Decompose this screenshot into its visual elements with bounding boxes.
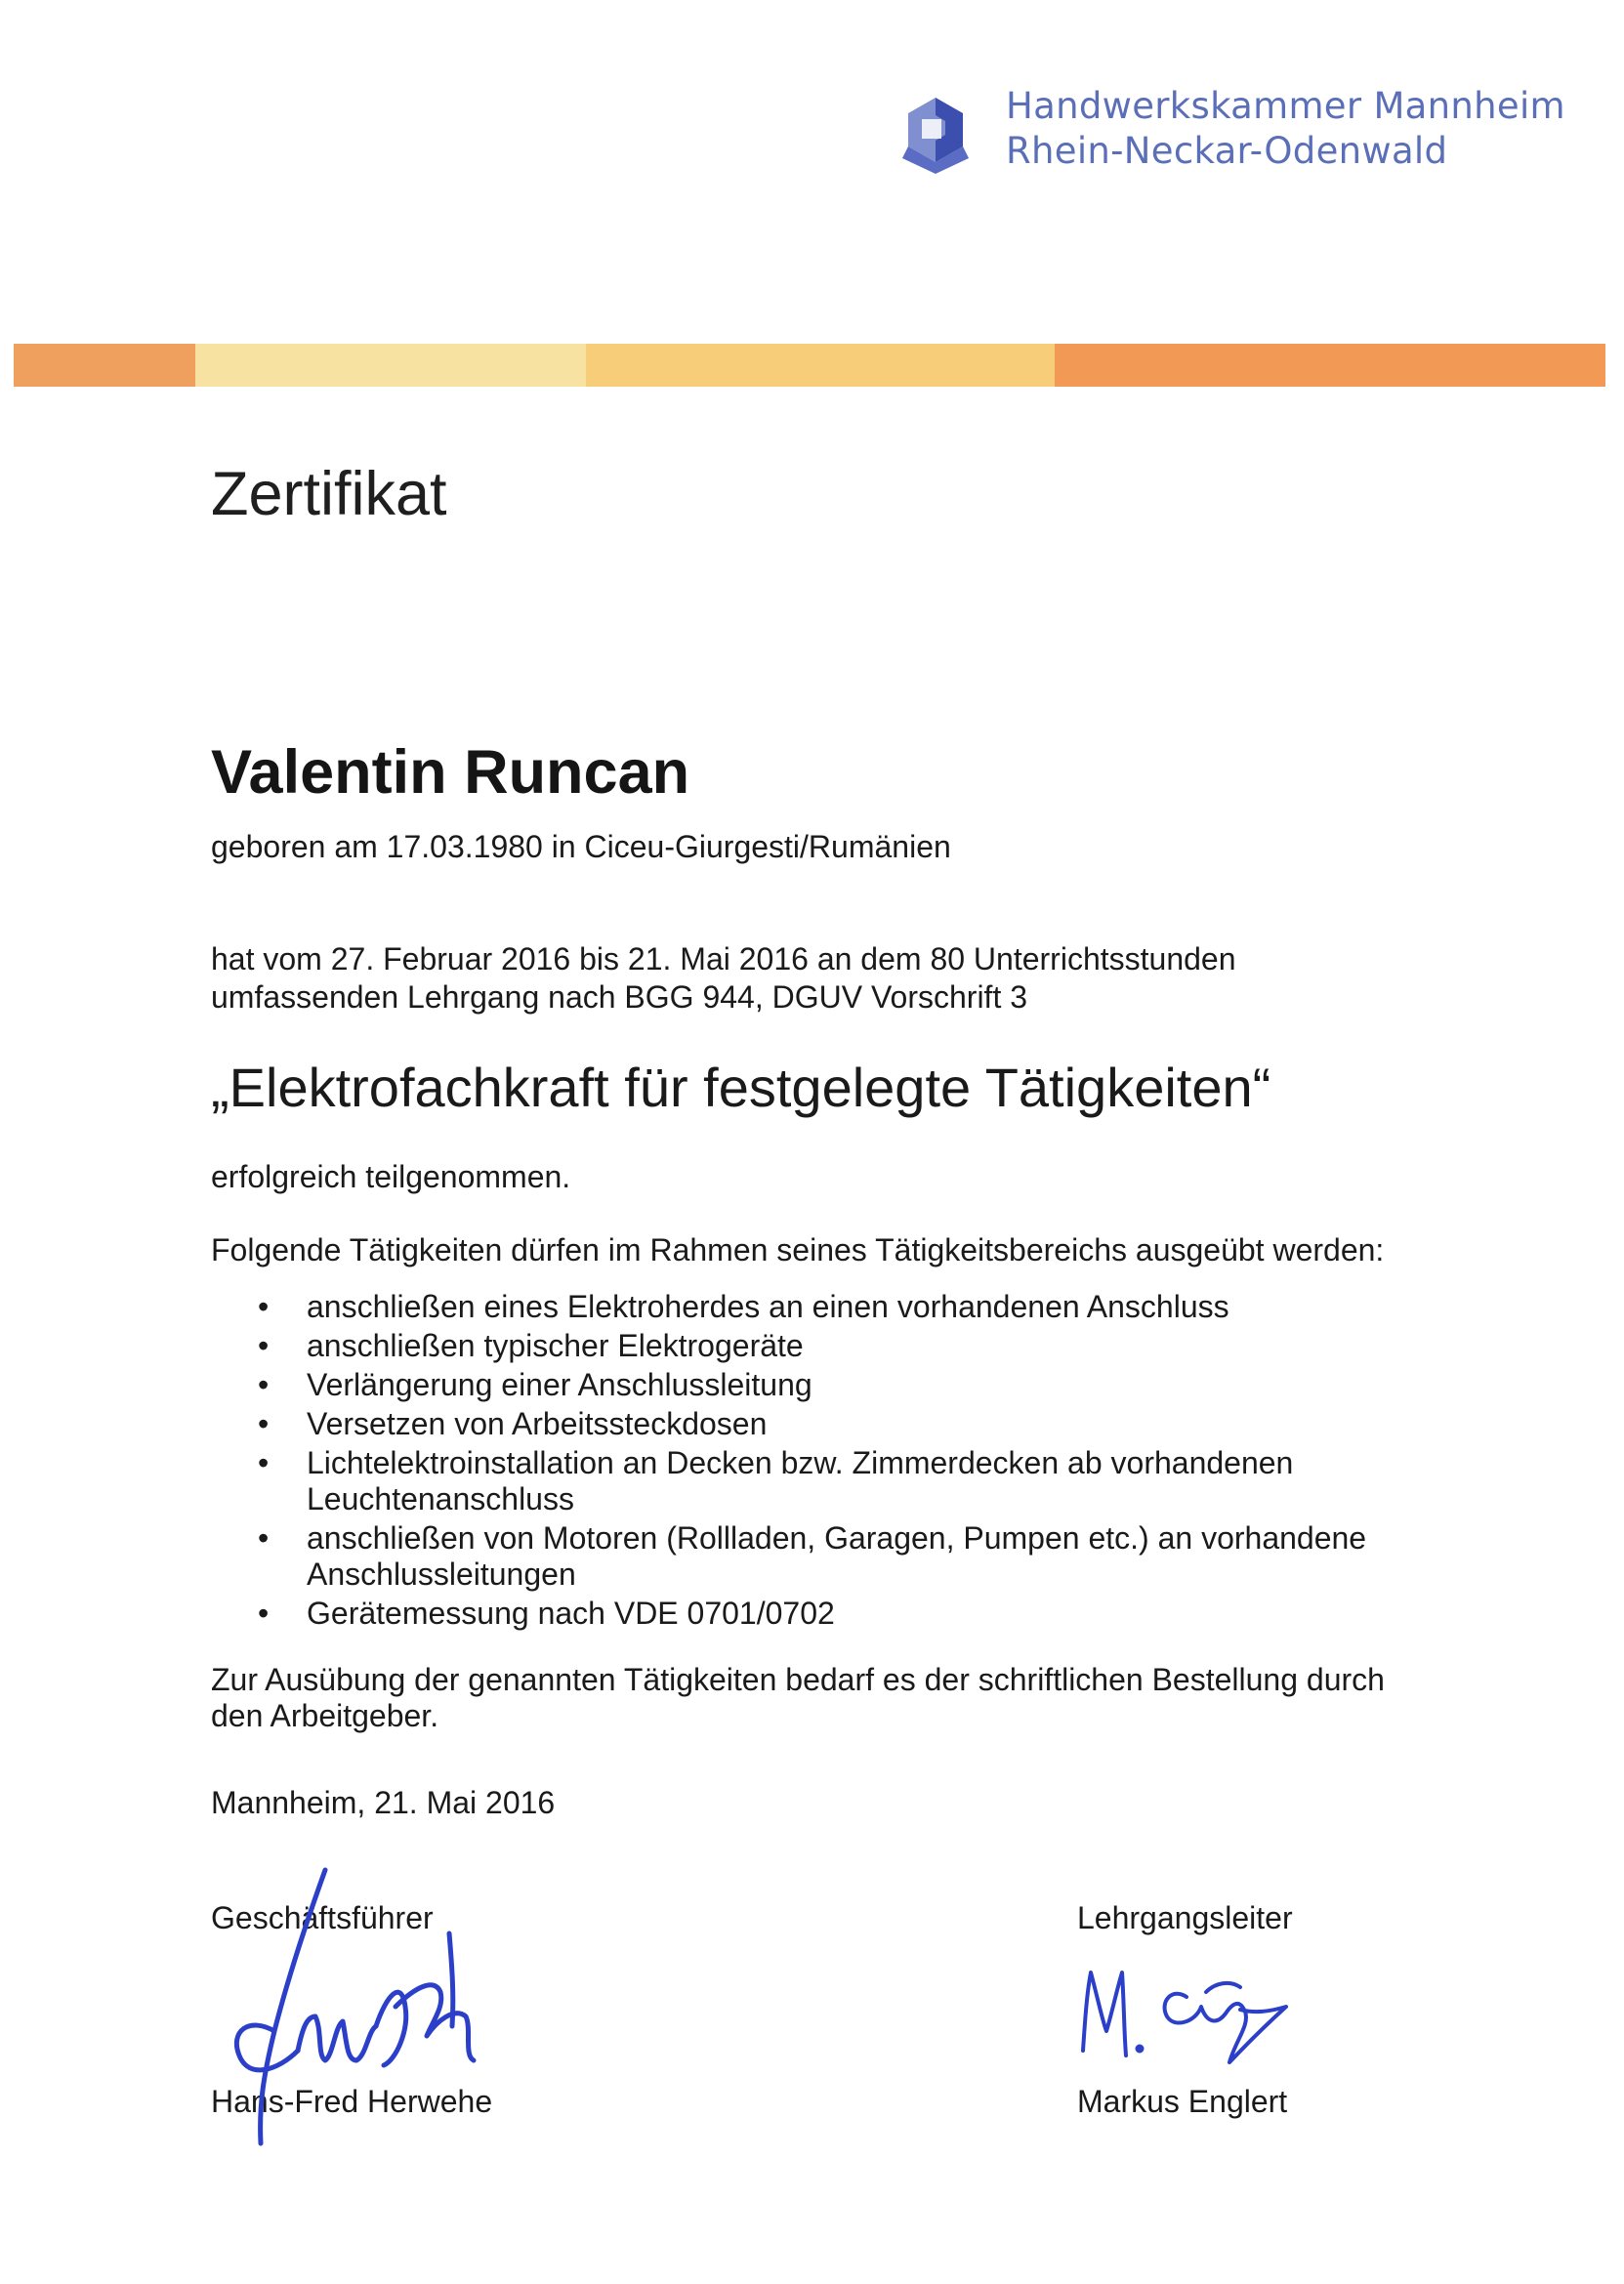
- course-period: [211, 940, 1236, 1017]
- signature-right-icon: [1069, 1953, 1294, 2080]
- color-band-segment: [1055, 344, 1605, 387]
- certificate-title: Zertifikat: [211, 460, 447, 528]
- bullet-icon: •: [258, 1367, 270, 1402]
- tasks-intro: Folgende Tätigkeiten dürfen im Rahmen seines Tätigkeitsbereichs ausgeübt werden:: [211, 1232, 1385, 1267]
- bullet-icon: •: [258, 1520, 270, 1556]
- recipient-name: Valentin Runcan: [211, 738, 690, 807]
- task-item: [211, 1328, 1480, 1364]
- task-item: [211, 1289, 1480, 1325]
- signer-left-role: Geschäftsführer: [211, 1900, 434, 1935]
- task-text: Gerätemessung nach VDE 0701/0702: [307, 1596, 835, 1631]
- color-band: [14, 344, 1605, 387]
- legal-note-line2: den Arbeitgeber.: [211, 1698, 439, 1733]
- task-item: [211, 1445, 1381, 1517]
- task-item: [211, 1367, 1480, 1403]
- bullet-icon: •: [258, 1328, 270, 1363]
- signer-left-name: Hans-Fred Herwehe: [211, 2084, 493, 2119]
- task-text: Verlängerung einer Anschlussleitung: [307, 1367, 812, 1402]
- bullet-icon: •: [258, 1289, 270, 1324]
- color-band-segment: [195, 344, 586, 387]
- place-date: Mannheim, 21. Mai 2016: [211, 1785, 556, 1820]
- task-item: [211, 1596, 1480, 1632]
- chamber-logo-icon: [896, 94, 977, 174]
- task-item: [211, 1406, 1480, 1442]
- legal-note: [211, 1662, 1520, 1734]
- organization-name: [1006, 84, 1565, 174]
- birth-info: geboren am 17.03.1980 in Ciceu-Giurgesti/Rumänien: [211, 829, 951, 864]
- course-period-line1: hat vom 27. Februar 2016 bis 21. Mai 2016 an dem 80 Unterrichtsstunden: [211, 941, 1236, 976]
- task-text: anschließen eines Elektroherdes an einen vorhandenen Anschluss: [307, 1289, 1229, 1324]
- bullet-icon: •: [258, 1445, 270, 1480]
- bullet-icon: •: [258, 1596, 270, 1631]
- task-list: [211, 1289, 1480, 1635]
- task-text: anschließen typischer Elektrogeräte: [307, 1328, 804, 1363]
- signer-right-role: Lehrgangsleiter: [1077, 1900, 1293, 1935]
- signer-right-name: Markus Englert: [1077, 2084, 1288, 2119]
- course-period-line2: umfassenden Lehrgang nach BGG 944, DGUV Vorschrift 3: [211, 979, 1028, 1015]
- organization-name-line2: Rhein-Neckar-Odenwald: [1006, 130, 1448, 172]
- course-title: „Elektrofachkraft für festgelegte Tätigkeiten“: [211, 1057, 1271, 1118]
- task-text: Lichtelektroinstallation an Decken bzw. Zimmerdecken ab vorhandenen Leuchtenanschluss: [307, 1445, 1294, 1516]
- result-text: erfolgreich teilgenommen.: [211, 1159, 571, 1194]
- task-text: anschließen von Motoren (Rollladen, Garagen, Pumpen etc.) an vorhandene Anschlussleitungen: [307, 1520, 1367, 1592]
- legal-note-line1: Zur Ausübung der genannten Tätigkeiten bedarf es der schriftlichen Bestellung durch: [211, 1662, 1385, 1697]
- bullet-icon: •: [258, 1406, 270, 1441]
- task-item: [211, 1520, 1410, 1593]
- signature-left-icon: [210, 1860, 503, 2153]
- color-band-segment: [586, 344, 1055, 387]
- organization-name-line1: Handwerkskammer Mannheim: [1006, 85, 1565, 127]
- task-text: Versetzen von Arbeitssteckdosen: [307, 1406, 768, 1441]
- color-band-segment: [14, 344, 195, 387]
